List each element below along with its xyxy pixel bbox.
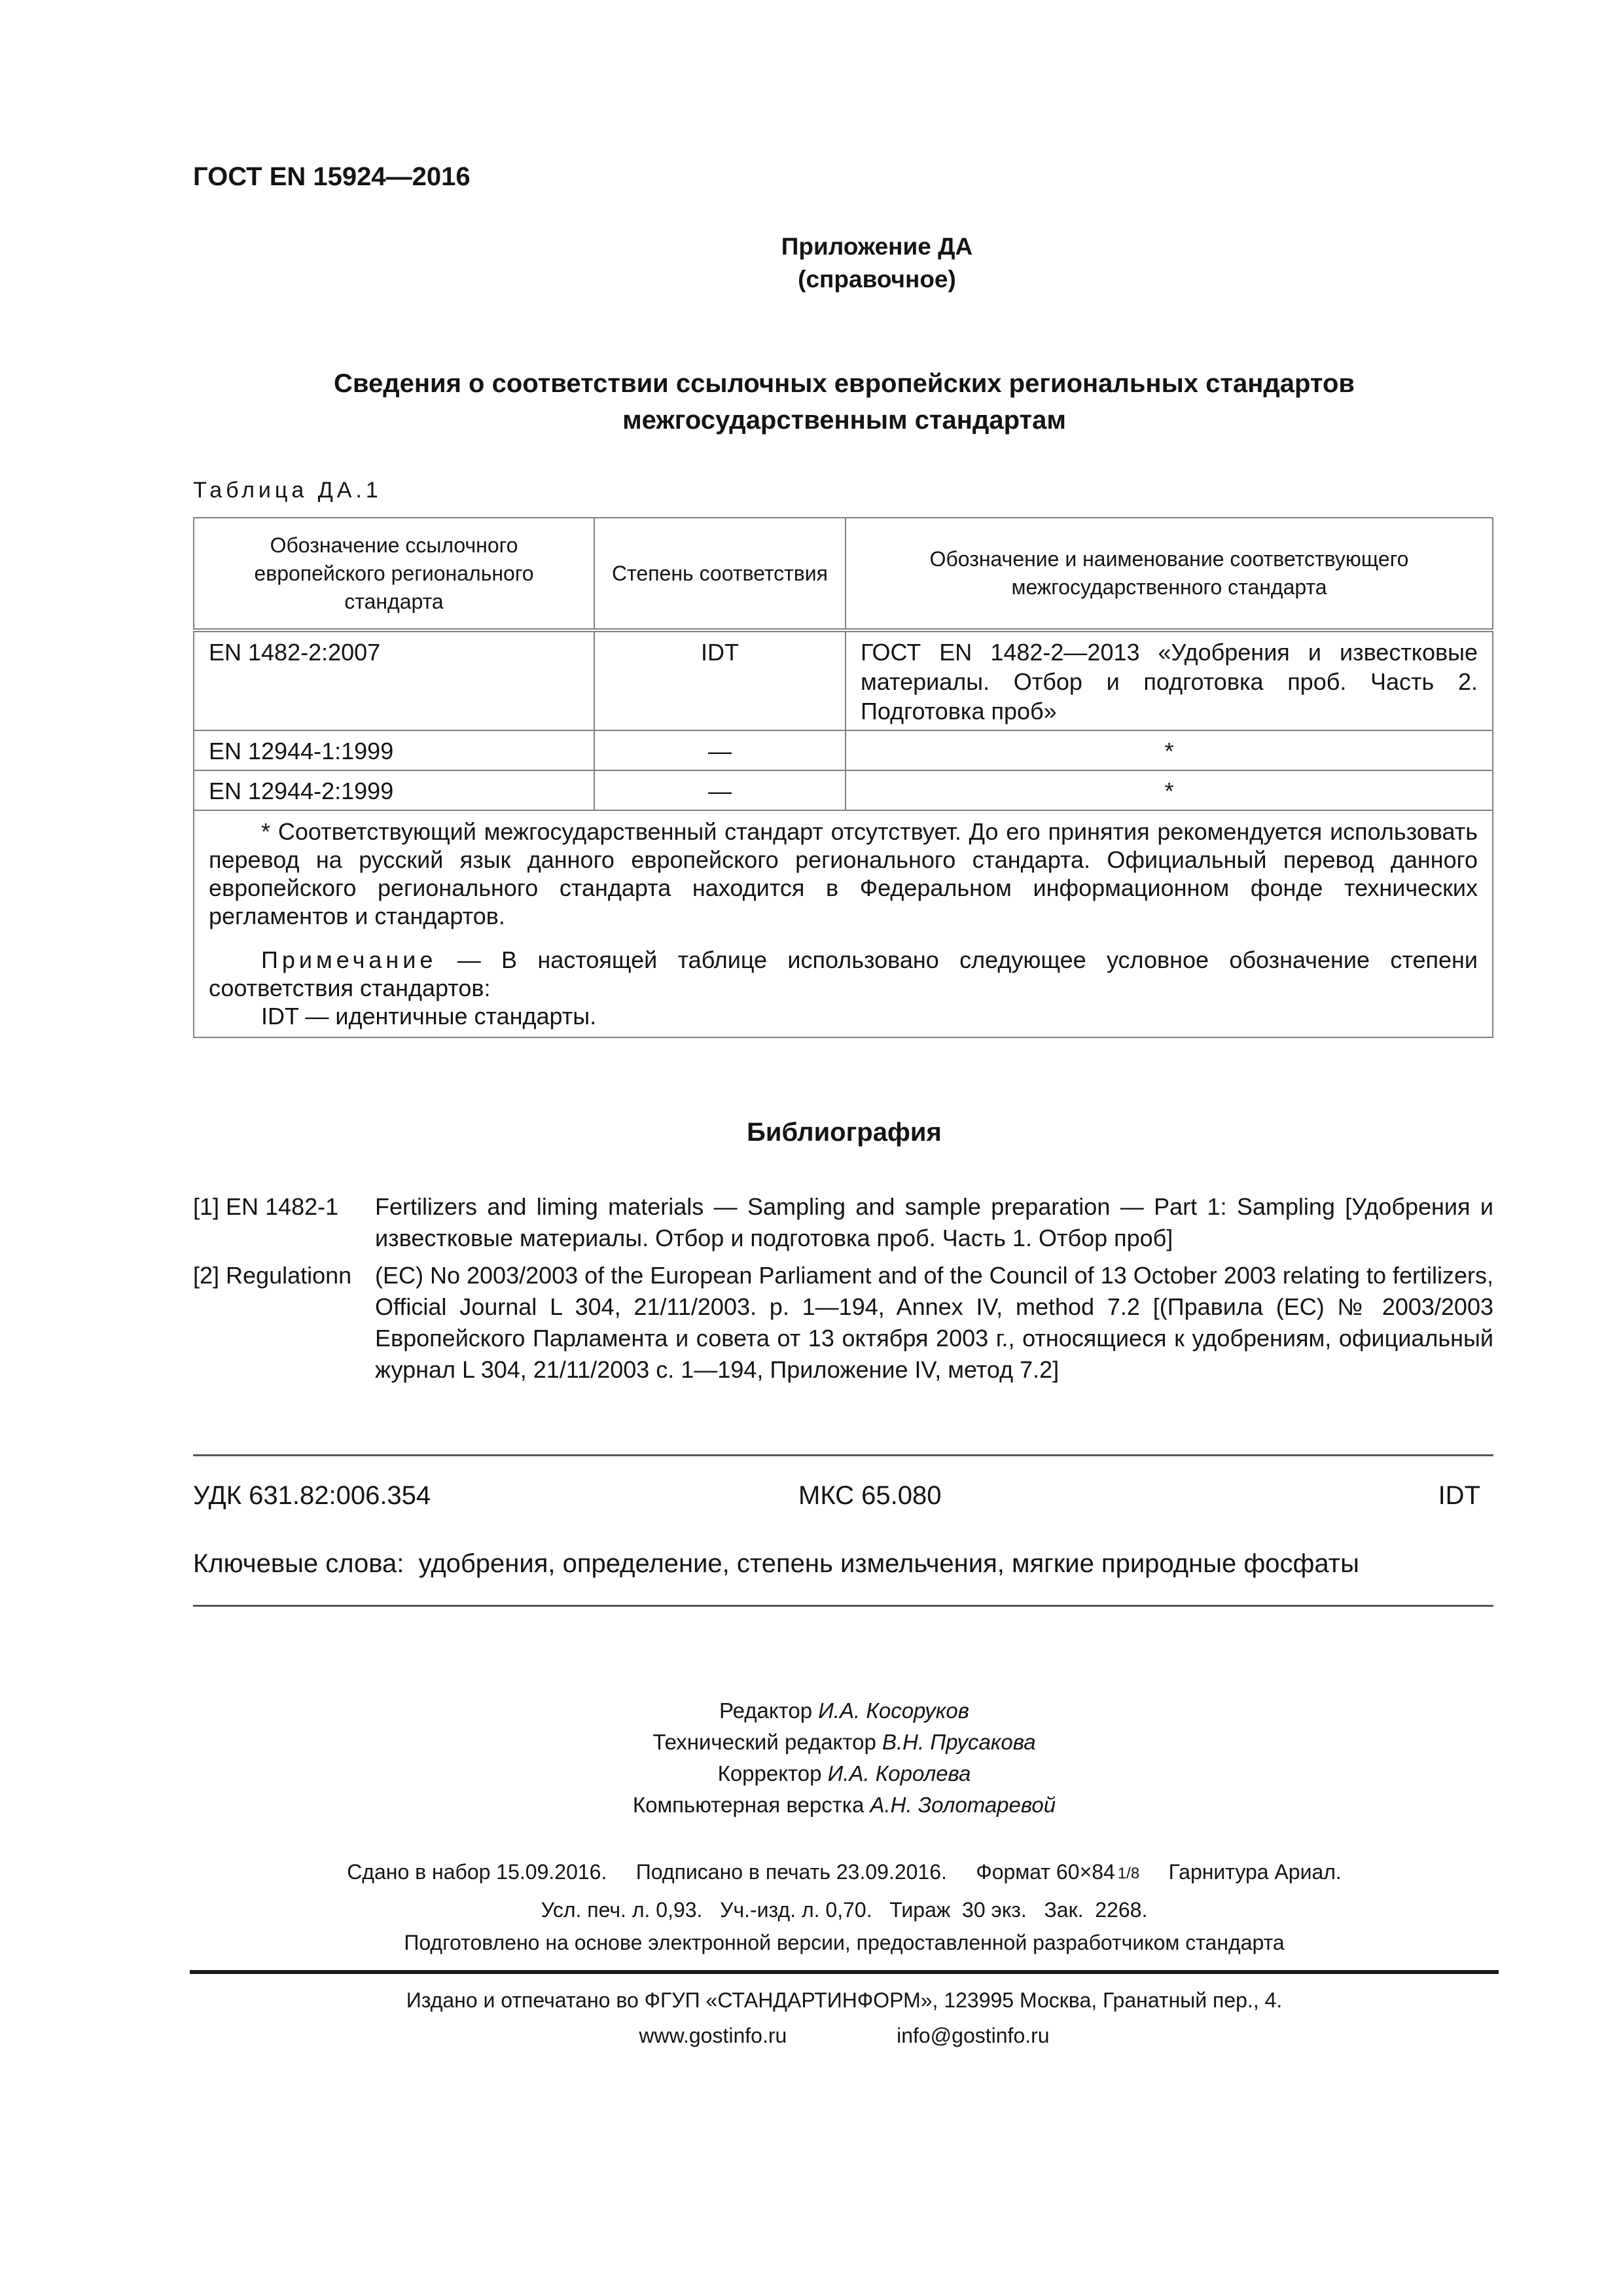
cell-reference: EN 12944-1:1999 (194, 730, 594, 770)
staff-tech-editor: Технический редактор В.Н. Прусакова (652, 1730, 1036, 1754)
divider-line (193, 1605, 1493, 1607)
idt-label: IDT (1438, 1481, 1480, 1510)
format: Формат 60×84 (976, 1860, 1115, 1884)
bibliography-number: [2] Regulationn (193, 1262, 352, 1289)
table-notes (194, 810, 1493, 1037)
cell-degree: — (594, 770, 846, 810)
staff-proofreader: Корректор И.А. Королева (717, 1761, 971, 1785)
annex-heading (707, 230, 1047, 296)
divider-line (193, 1454, 1493, 1456)
bibliography-number: [1] EN 1482-1 (193, 1193, 339, 1220)
publishing-line1 (0, 1860, 1623, 1884)
section-title-line2: межгосударственным стандартам (622, 406, 1066, 435)
section-title-line1: Сведения о соответствии ссылочных европейских региональных стандартов (334, 369, 1355, 398)
table-header-row (194, 518, 1493, 630)
website-link[interactable]: www.gostinfo.ru (639, 2024, 787, 2047)
column-header-gost: Обозначение и наименование соответствующего межгосударственного стандарта (846, 518, 1493, 630)
publishing-line3: Подготовлено на основе электронной версии, предоставленной разработчиком стандарта (404, 1931, 1285, 1954)
submitted-date: Сдано в набор 15.09.2016. (347, 1860, 607, 1884)
bibliography-title: Библиография (747, 1118, 942, 1147)
publisher-contacts (0, 2024, 1623, 2048)
keywords-label: Ключевые слова: (193, 1549, 404, 1578)
bibliography-text: Fertilizers and liming materials — Sampling and sample preparation — Part 1: Sampling [Удобрения и известковые материалы. Отбор и подготовка проб. Часть 1. Отбор проб] (375, 1193, 1493, 1251)
cell-gost: ГОСТ EN 1482-2—2013 «Удобрения и известковые материалы. Отбор и подготовка проб. Часть 2. Подготовка проб» (846, 630, 1493, 730)
table-footnote: * Соответствующий межгосударственный стандарт отсутствует. До его принятия рекомендуется использовать перевод на русский язык данного европейского регионального стандарта. Официальный перевод данного европейского регионального стандарта находится в Федеральном информационном фонде технических регламентов и стандартов. (209, 818, 1478, 929)
table-note (209, 946, 1478, 1002)
keywords (193, 1549, 1359, 1579)
note-text: — В настоящей таблице использовано следующее условное обозначение степени соответствия стандартов: (209, 946, 1478, 1001)
column-header-degree: Степень соответствия (594, 518, 846, 630)
bibliography-item (193, 1260, 1493, 1391)
thick-divider (190, 1970, 1499, 1974)
cell-degree: IDT (594, 630, 846, 730)
staff-layout: Компьютерная верстка А.Н. Золотаревой (632, 1793, 1056, 1817)
cell-degree: — (594, 730, 846, 770)
annex-subtitle: (справочное) (798, 266, 956, 293)
table-row (194, 770, 1493, 810)
udc-code: УДК 631.82:006.354 (193, 1481, 431, 1510)
table-notes-row (194, 810, 1493, 1037)
table-row (194, 630, 1493, 730)
typeface: Гарнитура Ариал. (1168, 1860, 1342, 1884)
cell-gost: * (846, 770, 1493, 810)
email-link[interactable]: info@gostinfo.ru (897, 2024, 1050, 2047)
correspondence-table (193, 517, 1493, 1038)
staff-list (0, 1695, 1623, 1821)
table-row (194, 730, 1493, 770)
cell-reference: EN 12944-2:1999 (194, 770, 594, 810)
bibliography-item (193, 1191, 1493, 1257)
publisher-address: Издано и отпечатано во ФГУП «СТАНДАРТИНФОРМ», 123995 Москва, Гранатный пер., 4. (406, 1988, 1283, 2012)
standard-designation: ГОСТ EN 15924—2016 (193, 162, 471, 191)
table-caption: Таблица ДА.1 (193, 478, 382, 503)
section-title (193, 365, 1623, 439)
signed-date: Подписано в печать 23.09.2016. (635, 1860, 947, 1884)
staff-editor: Редактор И.А. Косоруков (719, 1698, 969, 1723)
format-fraction: 1/8 (1117, 1864, 1140, 1882)
note-label: Примечание (261, 946, 437, 973)
mks-code: МКС 65.080 (798, 1481, 942, 1510)
keywords-text: удобрения, определение, степень измельчения, мягкие природные фосфаты (418, 1549, 1359, 1578)
annex-title: Приложение ДА (781, 233, 973, 260)
note-idt: IDT — идентичные стандарты. (261, 1003, 597, 1030)
publishing-line2: Усл. печ. л. 0,93. Уч.-изд. л. 0,70. Тираж 30 экз. Зак. 2268. (541, 1898, 1148, 1922)
column-header-reference: Обозначение ссылочного европейского регионального стандарта (194, 518, 594, 630)
cell-reference: EN 1482-2:2007 (194, 630, 594, 730)
cell-gost: * (846, 730, 1493, 770)
bibliography-text: (EC) No 2003/2003 of the European Parliament and of the Council of 13 October 2003 relating to fertilizers, Official Journal L 304, 21/11/2003. p. 1—194, Annex IV, method 7.2 [(Правила (ЕС) № 2003/2003 Европейского Парламента и совета от 13 октября 2003 г., относящиеся к удобрениям, официальный журнал L 304, 21/11/2003 с. 1—194, Приложение IV, метод 7.2] (375, 1262, 1493, 1383)
